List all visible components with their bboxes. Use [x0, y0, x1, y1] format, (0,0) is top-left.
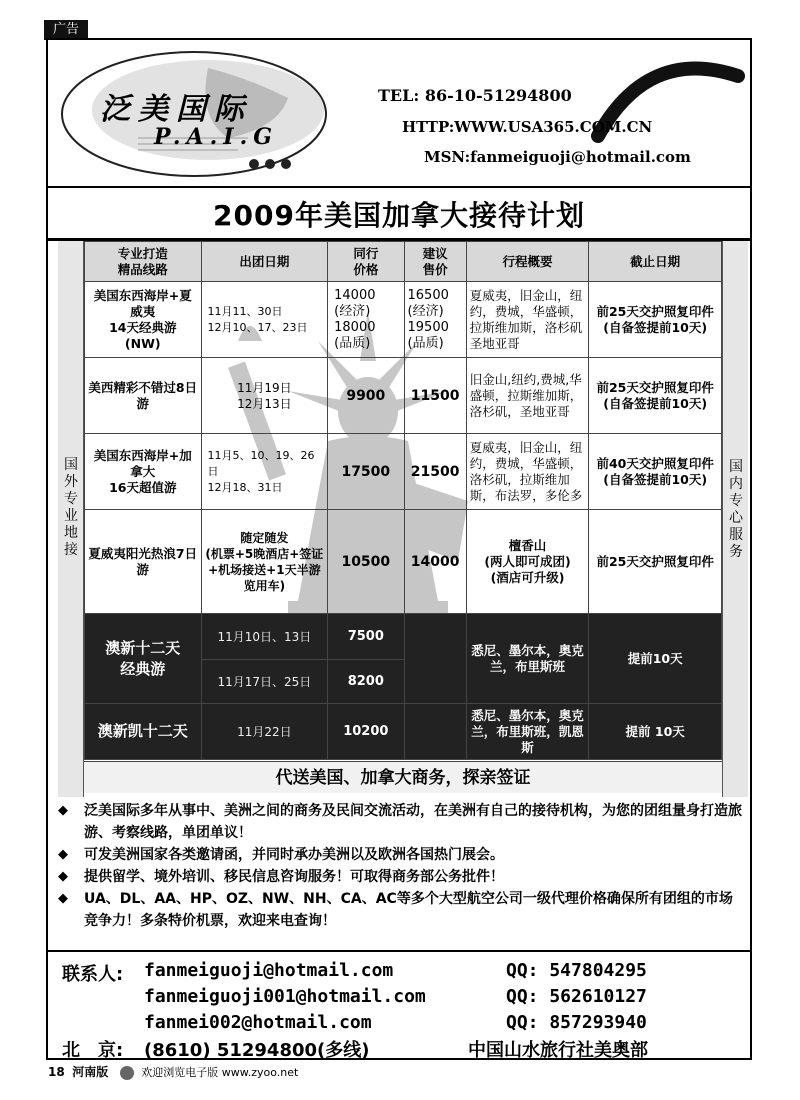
page-number: 18 — [48, 1065, 65, 1079]
deadline-cell: 提前10天 — [589, 614, 722, 704]
header-peer-price: 同行 价格 — [328, 242, 404, 282]
deadline-cell: 提前 10天 — [589, 704, 722, 760]
contact-person-label: 联系人: — [62, 964, 124, 985]
qq-2: QQ: 562610127 — [506, 986, 647, 1007]
route-cell: 美西精彩不错过8日游 — [85, 358, 202, 434]
table-row — [85, 510, 722, 614]
list-item: ◆ 可发美洲国家各类邀请函，并同时承办美洲以及欧洲各国热门展会。 — [48, 844, 750, 866]
table-row — [85, 434, 722, 510]
ad-frame — [46, 38, 752, 1060]
table-row — [85, 282, 722, 358]
date-cell: 11月11、30日 12月10、17、23日 — [201, 282, 328, 358]
suggested-price-cell: 16500 (经济) 19500 (品质) — [404, 282, 466, 358]
peer-price-cell: 7500 — [328, 614, 404, 660]
table-row — [85, 358, 722, 434]
visa-service-band: 代送美国、加拿大商务，探亲签证 — [84, 761, 722, 793]
route-cell: 澳新十二天 经典游 — [85, 614, 202, 704]
peer-price-cell: 9900 — [328, 358, 404, 434]
qq-1: QQ: 547804295 — [506, 960, 647, 981]
page-title: 2009年美国加拿大接待计划 — [213, 199, 585, 232]
date-cell: 11月5、10、19、26日 12月18、31日 — [201, 434, 328, 510]
peer-price-cell: 10500 — [328, 510, 404, 614]
page-footer — [48, 1063, 298, 1080]
logo-english-name: P.A.I.G — [154, 124, 279, 150]
service-bullets — [48, 800, 750, 932]
date-cell: 11月10日、13日 — [201, 614, 328, 660]
tour-plan-table — [84, 241, 722, 760]
list-item: ◆ 泛美国际多年从事中、美洲之间的商务及民间交流活动，在美洲有自己的接待机构，为您的团组量身打造旅游、考察线路，单团单议！ — [48, 800, 750, 844]
table-header-row — [85, 242, 722, 282]
route-cell: 夏威夷阳光热浪7日游 — [85, 510, 202, 614]
list-item: ◆ 提供留学、境外培训、移民信息咨询服务！可取得商务部公务批件！ — [48, 866, 750, 888]
logo — [58, 48, 330, 182]
summary-cell: 夏威夷，旧金山，纽约，费城，华盛顿，拉斯维加斯，洛杉矶圣地亚哥 — [466, 282, 589, 358]
edition-label: 河南版 — [72, 1065, 109, 1079]
route-cell: 美国东西海岸+夏威夷 14天经典游 (NW) — [85, 282, 202, 358]
suggested-price-cell — [404, 704, 466, 760]
suggested-price-cell — [404, 614, 466, 704]
date-cell: 11月17日、25日 — [201, 660, 328, 704]
date-cell: 随定随发 (机票+5晚酒店+签证+机场接送+1天半游览用车) — [201, 510, 328, 614]
deadline-cell: 前40天交护照复印件 (自备签提前10天) — [589, 434, 722, 510]
summary-cell: 夏威夷，旧金山，纽约，费城，华盛顿，洛杉矶，拉斯维加斯，布法罗，多伦多 — [466, 434, 589, 510]
peer-price-cell: 14000 (经济) 18000 (品质) — [328, 282, 404, 358]
logo-chinese-name: 泛美国际 — [100, 92, 252, 127]
side-banner-left-text: 国外专业地接 — [64, 457, 78, 558]
summary-cell: 悉尼、墨尔本，奥克兰，布里斯班，凯恩斯 — [466, 704, 589, 760]
contact-section — [48, 950, 750, 1061]
deadline-cell: 前25天交护照复印件 — [589, 510, 722, 614]
city-label: 北 京: — [62, 1040, 124, 1061]
suggested-price-cell: 11500 — [404, 358, 466, 434]
route-cell: 澳新凯十二天 — [85, 704, 202, 760]
company-name: 中国山水旅行社美奥部 — [468, 1040, 648, 1061]
summary-cell: 悉尼、墨尔本，奥克兰，布里斯班 — [466, 614, 589, 704]
table-row — [85, 704, 722, 760]
table-row — [85, 614, 722, 660]
deadline-cell: 前25天交护照复印件 (自备签提前10天) — [589, 282, 722, 358]
suggested-price-cell: 14000 — [404, 510, 466, 614]
emblem-icon — [120, 1066, 134, 1080]
summary-cell: 旧金山,纽约,费城,华盛顿，拉斯维加斯，洛杉矶，圣地亚哥 — [466, 358, 589, 434]
header-route: 专业打造 精品线路 — [85, 242, 202, 282]
header-date: 出团日期 — [201, 242, 328, 282]
email-2[interactable]: fanmeiguoji001@hotmail.com — [144, 986, 426, 1007]
header-summary: 行程概要 — [466, 242, 589, 282]
side-banner-left — [58, 241, 84, 797]
deadline-cell: 前25天交护照复印件 (自备签提前10天) — [589, 358, 722, 434]
side-banner-right-text: 国内专心服务 — [729, 459, 743, 560]
header — [48, 40, 750, 188]
email-3[interactable]: fanmei002@hotmail.com — [144, 1012, 372, 1033]
route-cell: 美国东西海岸+加拿大 16天超值游 — [85, 434, 202, 510]
peer-price-cell: 10200 — [328, 704, 404, 760]
summary-cell: 檀香山 (两人即可成团) (酒店可升级) — [466, 510, 589, 614]
footer-note: 欢迎浏览电子版 www.zyoo.net — [141, 1066, 299, 1079]
msn-line[interactable]: MSN:fanmeiguoji@hotmail.com — [424, 148, 691, 166]
side-banner-right — [722, 241, 748, 797]
ad-tag: 广告 — [44, 20, 88, 40]
tour-table-section — [48, 238, 750, 798]
website-line[interactable]: HTTP:WWW.USA365.COM.CN — [402, 118, 653, 136]
date-cell: 11月22日 — [201, 704, 328, 760]
suggested-price-cell: 21500 — [404, 434, 466, 510]
peer-price-cell: 8200 — [328, 660, 404, 704]
list-item: ◆ UA、DL、AA、HP、OZ、NW、NH、CA、AC等多个大型航空公司一级代理价格确保所有团组的市场竞争力！多条特价机票，欢迎来电查询！ — [48, 888, 750, 932]
qq-3: QQ: 857293940 — [506, 1012, 647, 1033]
header-deadline: 截止日期 — [589, 242, 722, 282]
date-cell: 11月19日 12月13日 — [201, 358, 328, 434]
tel-line: TEL: 86-10-51294800 — [378, 86, 572, 105]
email-1[interactable]: fanmeiguoji@hotmail.com — [144, 960, 394, 981]
peer-price-cell: 17500 — [328, 434, 404, 510]
phone-number: (8610) 51294800(多线) — [144, 1040, 370, 1061]
header-suggested-price: 建议 售价 — [404, 242, 466, 282]
